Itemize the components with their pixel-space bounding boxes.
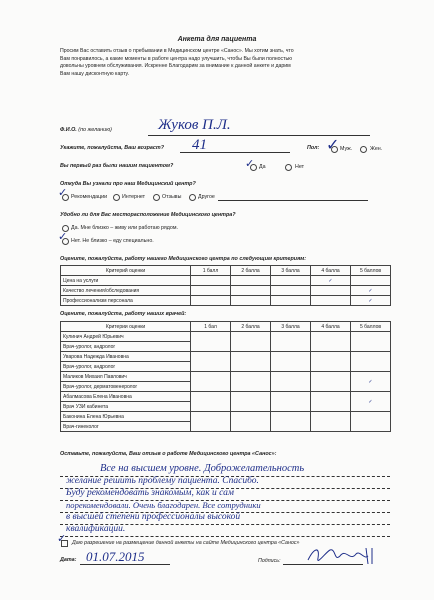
intro-text [60,48,390,78]
doctor-rating-cell[interactable] [231,372,271,392]
date-label: Дата: [60,557,77,563]
table-row [61,296,391,306]
criteria-header: 4 балла [311,266,351,276]
doctor-name: Баконина Елена Юрьевна [61,412,191,422]
doctor-rating-cell[interactable] [191,412,231,432]
doctor-specialty: Врач-гинеколог [61,422,191,432]
date-field[interactable]: 01.07.2015 [86,549,145,564]
doctor-name: Абалмасова Елена Ивановна [61,392,191,402]
source-option-internet: Интернет [122,194,146,200]
criteria-rating-cell[interactable]: ✓ [351,296,391,306]
doctors-header: 1 бал [191,322,231,332]
table-row [61,332,391,342]
doctor-name: Маликов Михаил Павлович [61,372,191,382]
doctor-specialty: Врач-уролог, андролог [61,342,191,352]
review-line-3: Буду рекомендовать знакомым, как и сам [66,488,234,498]
criteria-rating-cell[interactable] [231,286,271,296]
criteria-rating-cell[interactable] [191,276,231,286]
doctor-rating-cell[interactable] [351,332,391,352]
intro-line-4: Вам нашу дисконтную карту. [60,70,130,77]
doctor-rating-cell[interactable] [231,412,271,432]
criteria-header: 1 балл [191,266,231,276]
criteria-rating-cell[interactable] [191,286,231,296]
check-mark-icon: ✓ [58,230,68,243]
doctor-rating-cell[interactable] [191,392,231,412]
criteria-rating-cell[interactable]: ✓ [351,286,391,296]
doctor-rating-cell[interactable]: ✓ [351,372,391,392]
doctor-rating-cell[interactable] [351,352,391,372]
doctor-rating-cell[interactable] [311,412,351,432]
doctor-rating-cell[interactable] [231,352,271,372]
doctors-header: 4 балла [311,322,351,332]
doctor-rating-cell[interactable] [231,332,271,352]
criteria-rating-cell[interactable] [311,286,351,296]
source-label: Откуда Вы узнали про наш Медицинский центр? [60,181,196,187]
doctors-header: 2 балла [231,322,271,332]
location-label: Удобно ли для Вас месторасположение Медицинского центра? [60,212,236,218]
source-option-recommendation: Рекомендации [71,194,108,200]
source-option-reviews: Отзывы [162,194,182,200]
table-row [61,412,391,422]
doctors-header: Критерии оценки [61,322,191,332]
review-line-2: желание решить проблему пациента. Спасибо. [66,476,259,486]
doctor-rating-cell[interactable] [271,412,311,432]
criteria-rating-cell[interactable] [191,296,231,306]
criteria-header: 5 баллов [351,266,391,276]
check-mark-icon: ✓ [58,186,68,199]
doctor-name: Уварова Надежда Ивановна [61,352,191,362]
fio-label: Ф.И.О. (по желанию) [60,127,112,133]
criteria-rating-cell[interactable]: ✓ [311,276,351,286]
table-row [61,286,391,296]
criteria-rating-cell[interactable] [311,296,351,306]
age-label: Укажите, пожалуйста, Ваш возраст? [60,145,164,151]
review-label: Оставьте, пожалуйста, Ваш отзыв о работе Медицинского центра «Санос»: [60,451,277,457]
criteria-table [60,265,391,306]
doctor-rating-cell[interactable] [311,372,351,392]
doctor-specialty: Врач-уролог, дерматовенеролог [61,382,191,392]
gender-male-label: Муж. [340,146,353,152]
review-line-1: Все на высшем уровне. Доброжелательность [100,463,305,474]
doctor-rating-cell[interactable] [191,372,231,392]
doctor-rating-cell[interactable] [311,332,351,352]
criteria-rating-cell[interactable] [231,296,271,306]
criteria-rating-cell[interactable] [271,296,311,306]
signature-label: Подпись: [258,558,281,564]
doctor-rating-cell[interactable] [311,352,351,372]
criteria-title: Оцените, пожалуйста, работу нашего Медицинского центра по следующим критериям: [60,256,307,262]
doctor-rating-cell[interactable] [271,352,311,372]
criteria-row-label: Цена на услуги [61,276,191,286]
criteria-rating-cell[interactable] [351,276,391,286]
doctor-rating-cell[interactable] [231,392,271,412]
doctor-rating-cell[interactable] [191,332,231,352]
doctors-header: 5 баллов [351,322,391,332]
doctor-specialty: Врач УЗИ кабинета [61,402,191,412]
location-option-far: Нет. Не близко – еду специально. [71,238,154,244]
table-row [61,276,391,286]
table-row [61,392,391,402]
doctor-specialty: Врач-уролог, андролог [61,362,191,372]
doctors-table [60,321,391,432]
review-line-5: в высшей степени профессионалы высокой [66,512,241,522]
signature-image [306,542,378,568]
intro-line-3: довольны уровнем обслуживания. Искренне Благодарим за внимание к данной анкете и дарим [60,63,291,70]
first-visit-yes-label: Да [259,164,266,170]
review-line-4: порекомендовали. Очень благодарен. Все сотрудники [66,500,261,510]
location-option-near: Да. Мне близко – живу или работаю рядом. [71,225,178,231]
intro-line-2: Вам понравилось, а какие моменты в работе центра надо улучшить, чтобы Вы были полностью [60,55,293,62]
doctor-rating-cell[interactable] [351,412,391,432]
criteria-rating-cell[interactable] [271,286,311,296]
criteria-rating-cell[interactable] [271,276,311,286]
first-visit-no-label: Нет [295,164,305,170]
criteria-header: Критерий оценки [61,266,191,276]
criteria-row-label: Качество лечения/обследования [61,286,191,296]
first-visit-no-radio[interactable] [285,164,292,171]
first-visit-label: Вы первый раз были нашим пациентом? [60,163,174,169]
doctor-rating-cell[interactable]: ✓ [351,392,391,412]
source-other-radio[interactable] [189,194,196,201]
doctor-rating-cell[interactable] [271,372,311,392]
doctor-rating-cell[interactable] [311,392,351,412]
source-option-other: Другое [198,194,215,200]
review-line-6: квалификации. [66,524,126,534]
gender-label: Пол: [307,145,320,151]
doctor-rating-cell[interactable] [271,332,311,352]
intro-line-1: Просим Вас оставить отзыв о пребывании в Медицинском центре «Санос». Мы хотим знать, что [60,48,294,54]
form-title: Анкета для пациента [177,36,257,43]
fio-field[interactable]: Жуков П.Л. [158,117,231,133]
doctors-title: Оцените, пожалуйста, работу наших врачей: [60,311,187,317]
doctor-rating-cell[interactable] [271,392,311,412]
table-row [61,372,391,382]
source-reviews-radio[interactable] [153,194,160,201]
check-mark-icon: ✓ [326,135,340,154]
consent-label: Даю разрешение на размещение данной анкеты на сайте Медицинского центра «Санос» [72,540,300,546]
table-row [61,352,391,362]
doctors-header: 3 балла [271,322,311,332]
check-mark-icon: ✓ [245,157,255,170]
gender-female-radio[interactable] [360,146,367,153]
gender-female-label: Жен. [370,146,383,152]
age-field[interactable]: 41 [192,137,207,153]
criteria-header: 2 балла [231,266,271,276]
source-internet-radio[interactable] [113,194,120,201]
doctor-rating-cell[interactable] [191,352,231,372]
criteria-rating-cell[interactable] [231,276,271,286]
check-mark-icon: ✓ [57,532,67,545]
criteria-header: 3 балла [271,266,311,276]
criteria-row-label: Профессионализм персонала [61,296,191,306]
doctor-name: Кулинич Андрей Юрьевич [61,332,191,342]
